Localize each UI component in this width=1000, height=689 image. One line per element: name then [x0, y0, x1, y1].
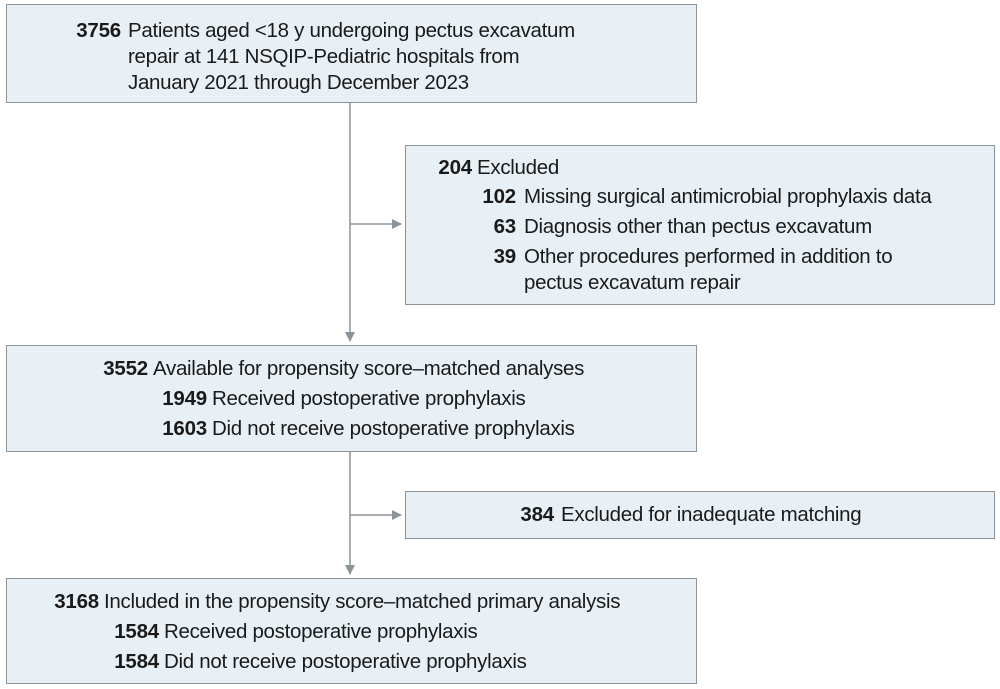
excluded-missing-data-count: 102 — [482, 185, 516, 208]
initial-cohort-count: 3756 — [76, 19, 121, 42]
available-not-received-count: 1603 — [162, 417, 207, 440]
box-available-for-matching — [6, 345, 697, 452]
initial-cohort-line-2: repair at 141 NSQIP-Pediatric hospitals from — [128, 45, 520, 68]
available-not-received-label: Did not receive postoperative prophylaxis — [212, 417, 575, 440]
available-count: 3552 — [103, 357, 148, 380]
box-initial-cohort — [6, 4, 697, 103]
initial-cohort-line-1: Patients aged <18 y undergoing pectus excavatum — [128, 19, 575, 42]
excluded-label: Excluded — [477, 156, 559, 179]
available-received-label: Received postoperative prophylaxis — [212, 387, 526, 410]
available-label: Available for propensity score–matched analyses — [153, 357, 585, 380]
included-received-count: 1584 — [114, 620, 159, 643]
inadequate-matching-count: 384 — [520, 503, 554, 526]
included-received-label: Received postoperative prophylaxis — [164, 620, 478, 643]
excluded-other-diagnosis-label: Diagnosis other than pectus excavatum — [524, 215, 872, 238]
excluded-missing-data-label: Missing surgical antimicrobial prophylaxis data — [524, 185, 932, 208]
included-count: 3168 — [54, 590, 99, 613]
excluded-count: 204 — [438, 156, 472, 179]
box-included-primary-analysis — [6, 578, 697, 684]
available-received-count: 1949 — [162, 387, 207, 410]
excluded-other-procedures-count: 39 — [493, 245, 516, 268]
included-not-received-count: 1584 — [114, 650, 159, 673]
included-not-received-label: Did not receive postoperative prophylaxis — [164, 650, 527, 673]
initial-cohort-line-3: January 2021 through December 2023 — [128, 71, 469, 94]
excluded-other-procedures-line-2: pectus excavatum repair — [524, 271, 741, 294]
excluded-other-procedures-line-1: Other procedures performed in addition to — [524, 245, 893, 268]
box-excluded-inadequate-matching — [405, 491, 995, 539]
box-excluded — [405, 145, 995, 305]
excluded-other-diagnosis-count: 63 — [493, 215, 516, 238]
included-label: Included in the propensity score–matched primary analysis — [104, 590, 621, 613]
inadequate-matching-label: Excluded for inadequate matching — [561, 503, 862, 526]
